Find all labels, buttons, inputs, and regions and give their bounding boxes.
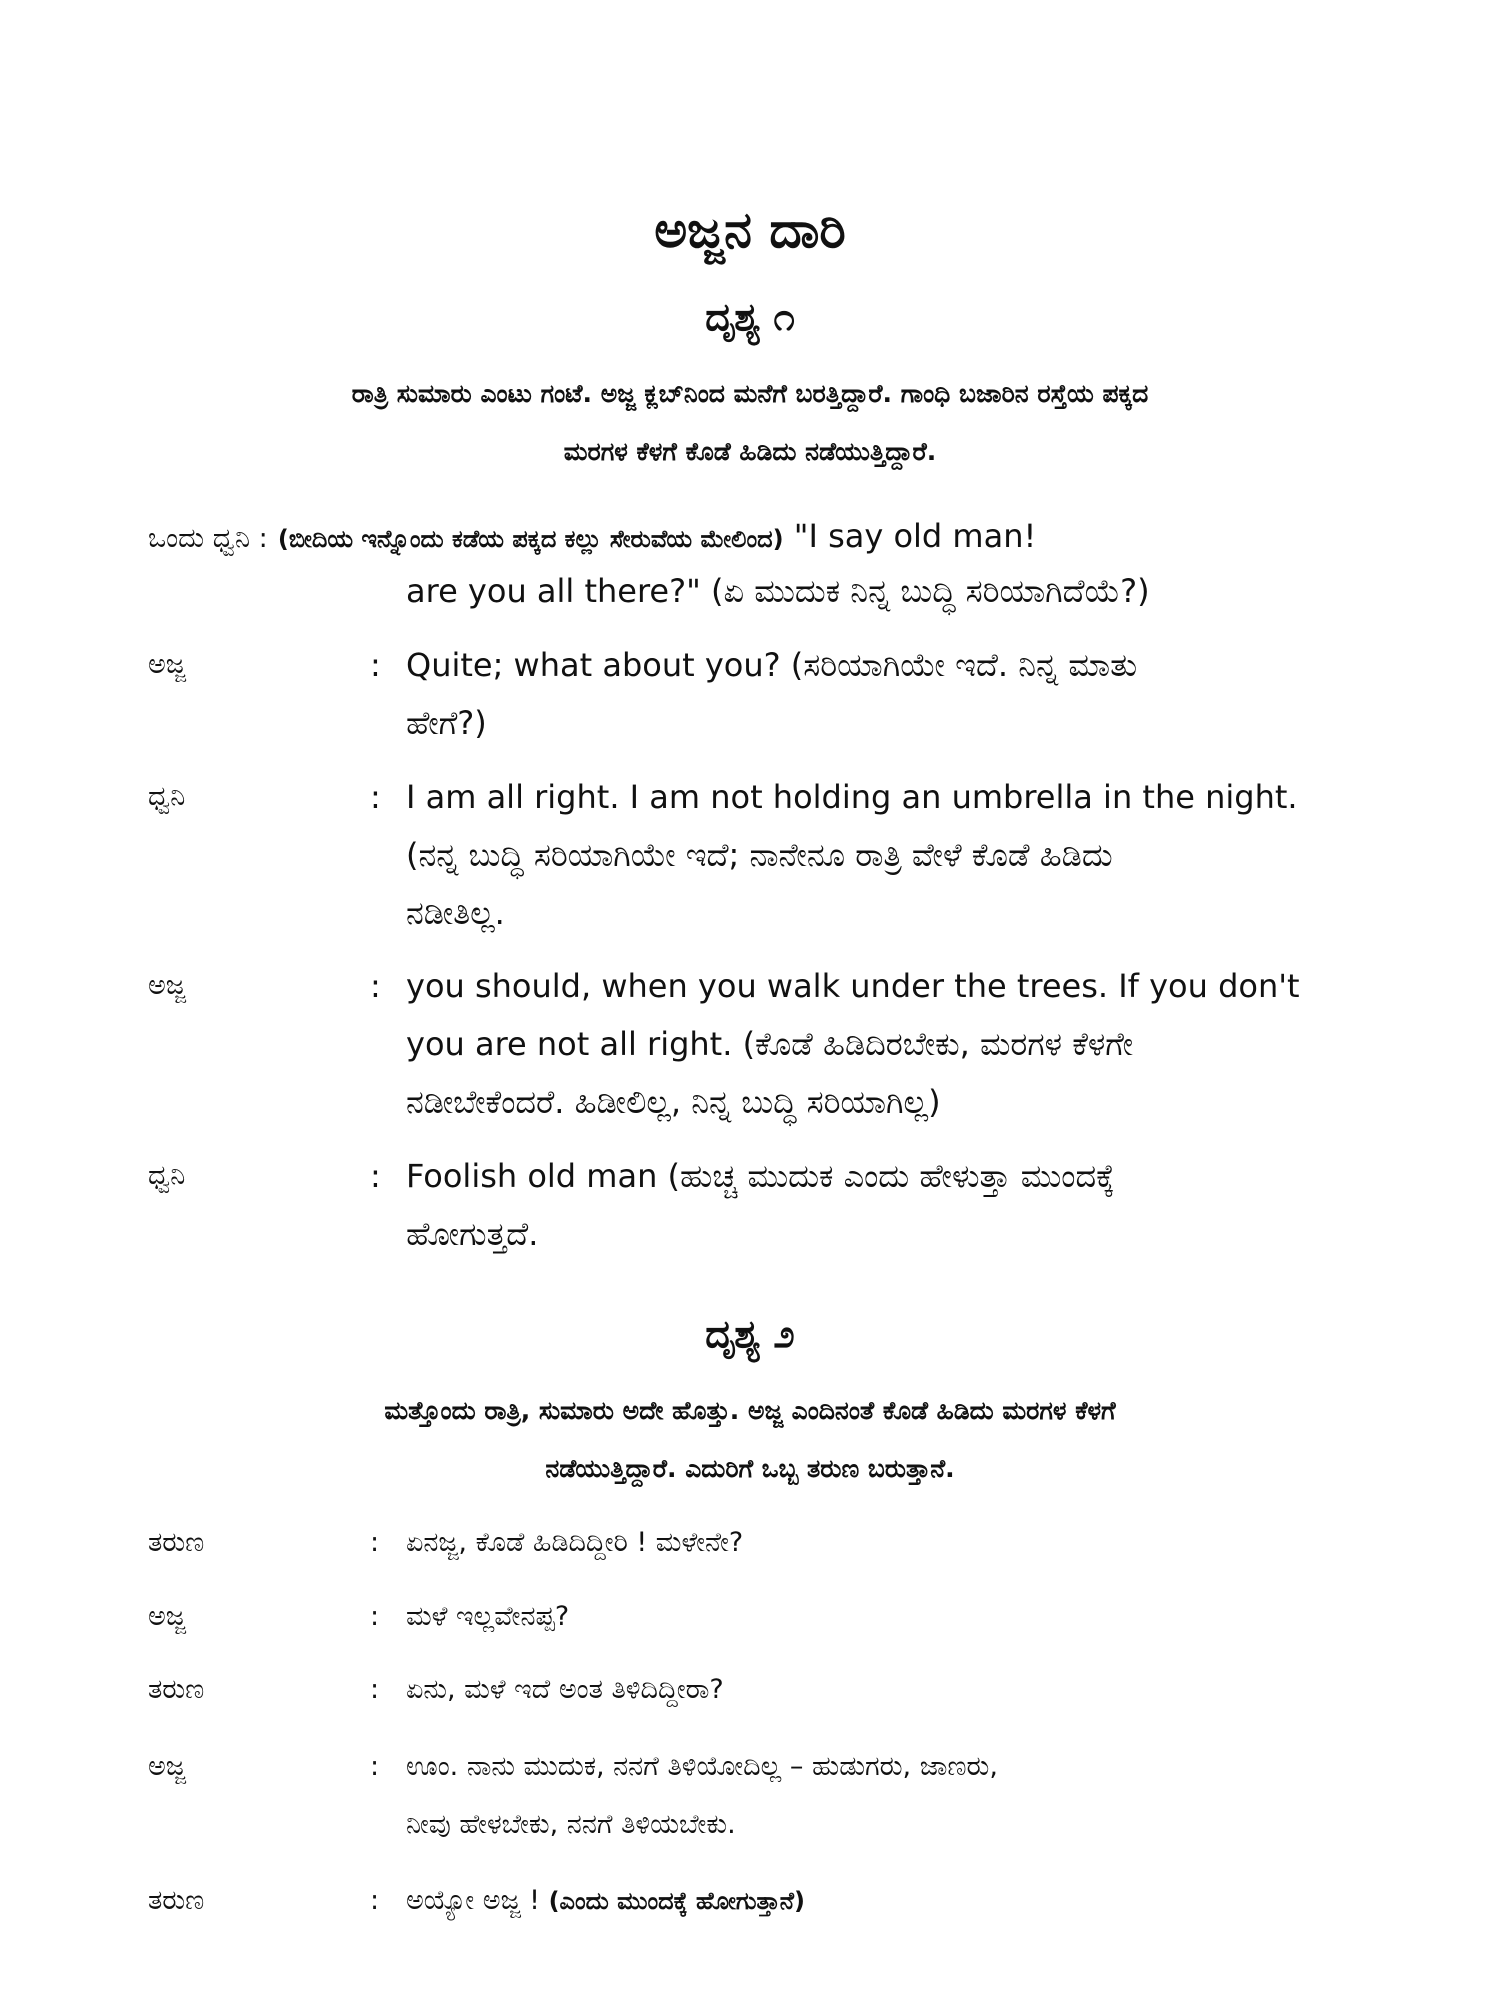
- dialogue-entry: [148, 636, 1380, 752]
- speaker-colon: :: [370, 646, 381, 684]
- speaker-name: ಅಜ್ಜ: [148, 1751, 186, 1782]
- voice-intro-line-2: are you all there?" (ಏ ಮುದುಕ ನಿನ್ನ ಬುದ್ಧಿ ಸರಿಯಾಗಿದೆಯೆ?): [406, 572, 1150, 610]
- speech-line: you are not all right. (ಕೊಡೆ ಹಿಡಿದಿರಬೇಕು, ಮರಗಳ ಕೆಳಗೇ: [406, 1025, 1134, 1063]
- speech: [406, 957, 1380, 1131]
- speech-line: Quite; what about you? (ಸರಿಯಾಗಿಯೇ ಇದೆ. ನಿನ್ನ ಮಾತು: [406, 646, 1138, 684]
- speech-line: ಅಯ್ಯೋ ಅಜ್ಜ !: [406, 1885, 540, 1916]
- scene-1-stage-line-1: ರಾತ್ರಿ ಸುಮಾರು ಎಂಟು ಗಂಟೆ. ಅಜ್ಜ ಕ್ಲಬ್‌ನಿಂದ ಮನೆಗೆ ಬರತ್ತಿದ್ದಾರೆ. ಗಾಂಧಿ ಬಜಾರಿನ ರಸ್ತೆಯ ಪಕ್ಕದ: [351, 379, 1149, 408]
- speaker-colon: :: [370, 1885, 380, 1916]
- speaker-name: ಅಜ್ಜ: [148, 970, 186, 1001]
- voice-intro-speaker: ಒಂದು ಧ್ವನಿ :: [148, 523, 268, 554]
- dialogue-entry: [148, 768, 1380, 942]
- speech-line: ಊಂ. ನಾನು ಮುದುಕ, ನನಗೆ ತಿಳಿಯೋದಿಲ್ಲ – ಹುಡುಗರು, ಜಾಣರು,: [406, 1751, 998, 1782]
- speech: [406, 1514, 1380, 1572]
- dialogue-entry: [148, 1738, 1380, 1854]
- speech-line: you should, when you walk under the trees. If you don't: [406, 967, 1300, 1005]
- scene-1-stage-line-2: ಮರಗಳ ಕೆಳಗೆ ಕೊಡೆ ಹಿಡಿದು ನಡೆಯುತ್ತಿದ್ದಾರೆ.: [563, 437, 937, 466]
- speech-line: ನಡೀತಿಲ್ಲ.: [406, 894, 505, 932]
- scene-1-heading: ದೃಶ್ಯ ೧: [705, 295, 795, 339]
- speaker-name: ತರುಣ: [148, 1527, 205, 1558]
- speech: [406, 1588, 1380, 1646]
- speaker-colon: :: [370, 967, 381, 1005]
- speech-line: (ನನ್ನ ಬುದ್ಧಿ ಸರಿಯಾಗಿಯೇ ಇದೆ; ನಾನೇನೂ ರಾತ್ರಿ ವೇಳೆ ಕೊಡೆ ಹಿಡಿದು: [406, 836, 1113, 874]
- speaker-colon: :: [370, 1601, 380, 1632]
- speech-line: Foolish old man (ಹುಚ್ಚ ಮುದುಕ ಎಂದು ಹೇಳುತ್ತಾ ಮುಂದಕ್ಕೆ: [406, 1157, 1115, 1195]
- scene-2-heading: ದೃಶ್ಯ ೨: [705, 1312, 795, 1356]
- speech-line: I am all right. I am not holding an umbrella in the night.: [406, 778, 1298, 816]
- speaker-colon: :: [370, 1157, 381, 1195]
- speech-line: ಏನಜ್ಜ, ಕೊಡೆ ಹಿಡಿದಿದ್ದೀರಿ ! ಮಳೇನೇ?: [406, 1527, 744, 1558]
- speech-line: ನೀವು ಹೇಳಬೇಕು, ನನಗೆ ತಿಳಿಯಬೇಕು.: [406, 1809, 736, 1840]
- speech-line: ಏನು, ಮಳೆ ಇದೆ ಅಂತ ತಿಳಿದಿದ್ದೀರಾ?: [406, 1674, 724, 1705]
- voice-intro-speech-start: "I say old man!: [793, 517, 1037, 555]
- speech-line: ಹೋಗುತ್ತದೆ.: [406, 1215, 539, 1253]
- speech-line: ಮಳೆ ಇಲ್ಲವೇನಪ್ಪ?: [406, 1601, 570, 1632]
- voice-intro-line-1: [148, 507, 1380, 568]
- voice-intro-stage: (ಬೀದಿಯ ಇನ್ನೊಂದು ಕಡೆಯ ಪಕ್ಕದ ಕಲ್ಲು ಸೇರುವೆಯ ಮೇಲಿಂದ): [277, 525, 784, 553]
- speaker-name: ಅಜ್ಜ: [148, 649, 186, 680]
- speaker-colon: :: [370, 1751, 380, 1782]
- speech: [406, 1738, 1380, 1854]
- scene-2-stage-line-1: ಮತ್ತೊಂದು ರಾತ್ರಿ, ಸುಮಾರು ಅದೇ ಹೊತ್ತು. ಅಜ್ಜ ಎಂದಿನಂತೆ ಕೊಡೆ ಹಿಡಿದು ಮರಗಳ ಕೆಳಗೆ: [384, 1396, 1116, 1425]
- speaker-colon: :: [370, 1527, 380, 1558]
- speaker-colon: :: [370, 778, 381, 816]
- dialogue-entry: [148, 1147, 1380, 1263]
- speech-line: ನಡೀಬೇಕೆಂದರೆ. ಹಿಡೀಲಿಲ್ಲ, ನಿನ್ನ ಬುದ್ಧಿ ಸರಿಯಾಗಿಲ್ಲ): [406, 1083, 941, 1121]
- speaker-name: ಧ್ವನಿ: [148, 1160, 186, 1191]
- speaker-name: ಧ್ವನಿ: [148, 781, 186, 812]
- speaker-name: ತರುಣ: [148, 1885, 205, 1916]
- speaker-name: ತರುಣ: [148, 1674, 205, 1705]
- speaker-name: ಅಜ್ಜ: [148, 1601, 186, 1632]
- speech-line: ಹೇಗೆ?): [406, 704, 487, 742]
- speaker-colon: :: [370, 1674, 380, 1705]
- speech: [406, 1661, 1380, 1719]
- page-title: ಅಜ್ಜನ ದಾರಿ: [654, 201, 846, 259]
- speech: [406, 1147, 1380, 1263]
- stage-direction: (ಎಂದು ಮುಂದಕ್ಕೆ ಹೋಗುತ್ತಾನೆ): [548, 1887, 805, 1915]
- speech: [406, 1872, 1380, 1930]
- scene-2-stage-line-2: ನಡೆಯುತ್ತಿದ್ದಾರೆ. ಎದುರಿಗೆ ಒಬ್ಬ ತರುಣ ಬರುತ್ತಾನೆ.: [545, 1454, 955, 1483]
- speech: [406, 636, 1380, 752]
- speech: [406, 768, 1380, 942]
- dialogue-entry: [148, 957, 1380, 1131]
